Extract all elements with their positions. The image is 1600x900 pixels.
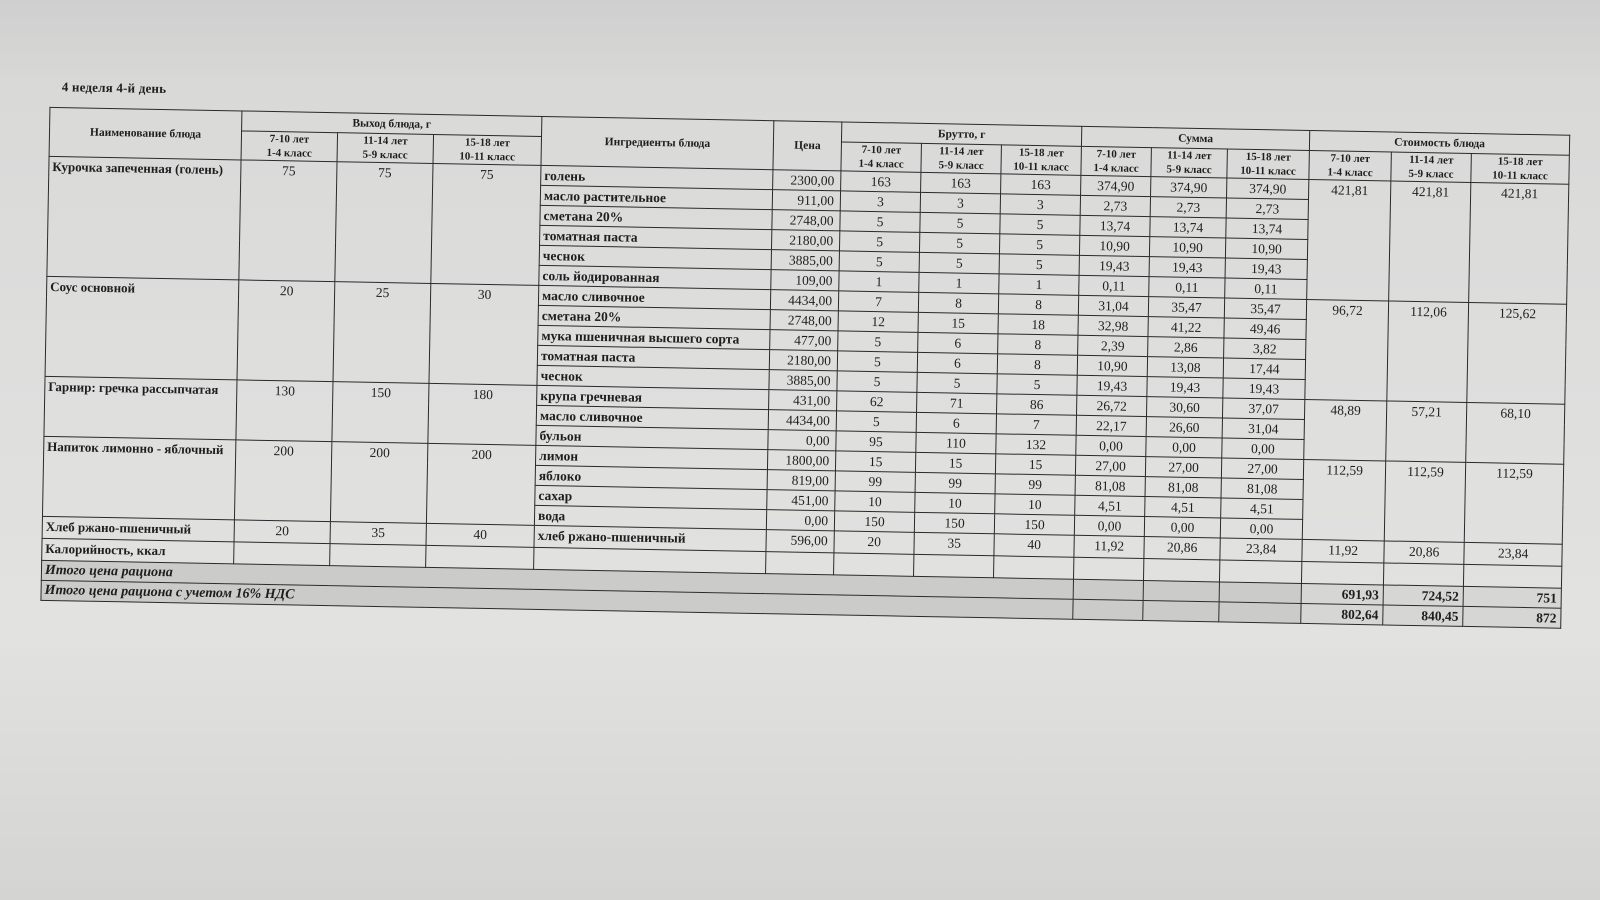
ingredient-name: масло сливочное xyxy=(536,405,768,429)
header-price: Цена xyxy=(773,121,842,171)
ingredient-brutto: 12 xyxy=(838,311,918,332)
header-sum: Сумма xyxy=(1081,126,1309,150)
dish-cost: 112,59 xyxy=(1464,462,1563,544)
ingredient-sum: 19,43 xyxy=(1223,378,1305,399)
ingredient-sum: 0,00 xyxy=(1222,438,1304,459)
ingredient-sum: 27,00 xyxy=(1075,455,1145,476)
ingredient-sum: 0,11 xyxy=(1079,275,1149,296)
ingredient-brutto: 3 xyxy=(920,192,1000,213)
ingredient-brutto: 10 xyxy=(995,494,1075,515)
dish-yield: 40 xyxy=(426,523,534,547)
ingredient-price: 596,00 xyxy=(766,530,834,553)
empty-cell xyxy=(234,542,330,566)
ingredient-brutto: 5 xyxy=(999,254,1079,275)
ingredient-name: томатная паста xyxy=(540,225,772,249)
ingredient-brutto: 5 xyxy=(840,231,920,252)
ingredient-sum: 31,04 xyxy=(1222,418,1304,439)
ingredient-sum: 0,00 xyxy=(1074,515,1144,536)
dish-yield: 35 xyxy=(330,522,426,546)
dish-cost: 48,89 xyxy=(1304,399,1387,460)
ingredient-name: вода xyxy=(534,505,766,529)
ingredient-sum: 0,00 xyxy=(1146,437,1222,458)
ingredient-brutto: 71 xyxy=(917,392,997,413)
ingredient-sum: 31,04 xyxy=(1078,295,1148,316)
header-cost-group-3 xyxy=(1471,153,1570,184)
ingredient-brutto: 110 xyxy=(916,432,996,453)
ingredient-brutto: 99 xyxy=(835,471,915,492)
ingredient-sum: 37,07 xyxy=(1223,398,1305,419)
ingredient-brutto: 8 xyxy=(998,294,1078,315)
ingredient-brutto: 7 xyxy=(996,414,1076,435)
empty-cell xyxy=(1220,560,1302,583)
ingredient-brutto: 6 xyxy=(916,412,996,433)
calories-label: Калорийность, ккал xyxy=(42,538,234,564)
dish-yield: 150 xyxy=(332,382,429,444)
ingredient-brutto: 5 xyxy=(1000,214,1080,235)
ingredient-sum: 81,08 xyxy=(1075,475,1145,496)
ingredient-brutto: 1 xyxy=(839,271,919,292)
empty-cell xyxy=(1219,602,1301,623)
ingredient-brutto: 6 xyxy=(917,352,997,373)
ingredient-sum: 374,90 xyxy=(1227,178,1309,199)
ingredient-brutto: 15 xyxy=(995,454,1075,475)
ingredient-name: сахар xyxy=(535,485,767,509)
ingredient-price: 451,00 xyxy=(767,490,835,511)
age-range: 15-18 лет xyxy=(1497,155,1543,169)
dish-cost: 68,10 xyxy=(1466,402,1565,464)
ingredient-brutto: 40 xyxy=(994,534,1074,557)
ingredient-name: сметана 20% xyxy=(540,205,772,229)
ingredient-sum: 19,43 xyxy=(1149,257,1225,278)
ingredient-brutto: 3 xyxy=(1000,194,1080,215)
ingredient-brutto: 8 xyxy=(998,334,1078,355)
ingredient-brutto: 95 xyxy=(836,431,916,452)
ingredient-brutto: 150 xyxy=(834,511,914,532)
dish-cost: 20,86 xyxy=(1384,541,1464,564)
ingredient-brutto: 150 xyxy=(994,514,1074,535)
ingredient-sum: 35,47 xyxy=(1148,297,1224,318)
dish-name: Соус основной xyxy=(45,276,239,380)
ingredient-price: 0,00 xyxy=(766,510,834,531)
ingredient-sum: 0,00 xyxy=(1076,435,1146,456)
ingredient-sum: 19,43 xyxy=(1225,258,1307,279)
ingredient-sum: 2,73 xyxy=(1080,195,1150,216)
dish-yield: 200 xyxy=(426,443,535,525)
dish-cost: 23,84 xyxy=(1464,542,1562,566)
ingredient-sum: 13,74 xyxy=(1226,218,1308,239)
empty-cell xyxy=(1073,599,1143,620)
total-value: 802,64 xyxy=(1301,603,1383,624)
ingredient-brutto: 5 xyxy=(839,251,919,272)
ingredient-name: голень xyxy=(541,165,773,189)
ingredient-sum: 0,11 xyxy=(1149,277,1225,298)
ingredient-brutto: 86 xyxy=(997,394,1077,415)
class-range: 10-11 класс xyxy=(459,150,516,164)
total-label: Итого цена рациона xyxy=(41,560,1073,599)
ingredient-sum: 49,46 xyxy=(1224,318,1306,339)
age-range: 11-14 лет xyxy=(1167,149,1212,163)
class-range: 5-9 класс xyxy=(1166,163,1212,177)
ingredient-sum: 26,60 xyxy=(1146,417,1222,438)
ingredient-sum: 10,90 xyxy=(1079,235,1149,256)
ingredient-sum: 27,00 xyxy=(1221,458,1303,479)
ingredient-price: 0,00 xyxy=(768,430,836,451)
dish-cost: 421,81 xyxy=(1307,180,1391,301)
dish-cost: 96,72 xyxy=(1305,299,1389,400)
ingredient-sum: 0,00 xyxy=(1144,517,1220,538)
empty-cell xyxy=(1383,563,1463,586)
ingredient-brutto: 1 xyxy=(999,274,1079,295)
ingredient-brutto: 18 xyxy=(998,314,1078,335)
ingredient-brutto: 15 xyxy=(915,452,995,473)
ingredient-sum: 35,47 xyxy=(1224,298,1306,319)
ingredient-name: яблоко xyxy=(535,465,767,489)
ingredient-sum: 19,43 xyxy=(1147,377,1223,398)
ingredient-brutto: 132 xyxy=(996,434,1076,455)
dish-yield: 75 xyxy=(239,160,337,282)
ingredient-sum: 11,92 xyxy=(1074,535,1144,558)
ingredient-brutto: 5 xyxy=(919,232,999,253)
empty-cell xyxy=(1073,579,1143,600)
empty-cell xyxy=(1144,559,1220,582)
dish-cost: 11,92 xyxy=(1302,539,1384,562)
header-ingredients: Ингредиенты блюда xyxy=(541,116,774,169)
empty-cell xyxy=(1074,557,1144,580)
header-brutto-group-2 xyxy=(921,143,1002,173)
dish-cost: 421,81 xyxy=(1469,182,1569,304)
empty-cell xyxy=(1302,561,1384,584)
ingredient-brutto: 5 xyxy=(836,411,916,432)
ingredient-sum: 374,90 xyxy=(1081,175,1151,196)
header-sum-group-1 xyxy=(1081,146,1152,176)
ingredient-price: 2180,00 xyxy=(772,230,840,251)
ingredient-price: 477,00 xyxy=(770,330,838,351)
dish-yield: 30 xyxy=(429,283,539,385)
ingredient-sum: 81,08 xyxy=(1145,477,1221,498)
ingredient-price: 431,00 xyxy=(769,390,837,411)
ingredient-name: чеснок xyxy=(539,245,771,269)
class-range: 1-4 класс xyxy=(858,157,904,171)
ingredient-name: крупа гречневая xyxy=(537,385,769,409)
empty-cell xyxy=(1143,601,1219,622)
ingredient-sum: 19,43 xyxy=(1077,375,1147,396)
header-cost-group-2 xyxy=(1391,152,1472,182)
total-value: 691,93 xyxy=(1301,583,1383,604)
ingredient-price: 3885,00 xyxy=(771,250,839,271)
ingredient-sum: 32,98 xyxy=(1078,315,1148,336)
empty-cell xyxy=(330,544,426,568)
empty-cell xyxy=(1143,581,1219,602)
empty-cell xyxy=(834,553,914,576)
ingredient-brutto: 5 xyxy=(840,211,920,232)
ingredient-brutto: 5 xyxy=(919,252,999,273)
ingredient-name: томатная паста xyxy=(537,345,769,369)
dish-yield: 20 xyxy=(234,520,330,544)
ingredient-price: 911,00 xyxy=(772,190,840,211)
dish-cost: 112,59 xyxy=(1302,459,1385,540)
ingredient-brutto: 8 xyxy=(918,292,998,313)
dish-yield: 20 xyxy=(237,280,335,382)
ingredient-brutto: 8 xyxy=(997,354,1077,375)
dish-yield: 75 xyxy=(335,162,433,284)
ingredient-price: 1800,00 xyxy=(767,450,835,471)
ingredient-sum: 10,90 xyxy=(1077,355,1147,376)
class-range: 1-4 класс xyxy=(266,146,312,160)
header-cost-group-1 xyxy=(1309,151,1392,181)
class-range: 1-4 класс xyxy=(1327,166,1373,180)
ingredient-brutto: 62 xyxy=(837,391,917,412)
class-range: 10-11 класс xyxy=(1240,164,1296,178)
ingredient-brutto: 5 xyxy=(838,331,918,352)
ingredient-brutto: 35 xyxy=(914,532,994,555)
ingredient-price: 3885,00 xyxy=(769,370,837,391)
empty-cell xyxy=(994,556,1074,579)
empty-cell xyxy=(426,545,534,569)
total-value: 840,45 xyxy=(1383,605,1463,626)
ingredient-brutto: 163 xyxy=(921,172,1001,193)
ingredient-sum: 20,86 xyxy=(1144,537,1220,560)
total-value: 724,52 xyxy=(1383,585,1463,606)
ingredient-sum: 2,73 xyxy=(1150,197,1226,218)
header-yield-group-3 xyxy=(433,134,542,165)
ingredient-sum: 19,43 xyxy=(1079,255,1149,276)
header-brutto: Брутто, г xyxy=(842,122,1082,146)
ingredient-brutto: 163 xyxy=(841,171,921,192)
ingredient-sum: 17,44 xyxy=(1223,358,1305,379)
dish-yield: 130 xyxy=(236,380,333,442)
dish-yield: 25 xyxy=(333,282,431,384)
total-value: 751 xyxy=(1463,586,1561,608)
class-range: 10-11 класс xyxy=(1492,169,1548,183)
ingredient-brutto: 10 xyxy=(915,492,995,513)
total-label: Итого цена рациона с учетом 16% НДС xyxy=(41,580,1073,619)
dish-yield: 75 xyxy=(431,163,541,285)
ingredient-brutto: 15 xyxy=(918,312,998,333)
dish-name: Курочка запеченная (голень) xyxy=(47,156,241,279)
header-yield-group-1 xyxy=(241,131,338,162)
ingredient-brutto: 5 xyxy=(837,351,917,372)
ingredient-sum: 2,73 xyxy=(1226,198,1308,219)
age-range: 7-10 лет xyxy=(1330,152,1371,166)
ingredient-brutto: 5 xyxy=(997,374,1077,395)
empty-cell xyxy=(1219,582,1301,603)
ingredient-brutto: 15 xyxy=(835,451,915,472)
empty-cell xyxy=(914,554,994,577)
ingredient-price: 2180,00 xyxy=(769,350,837,371)
ingredient-sum: 4,51 xyxy=(1145,497,1221,518)
dish-cost: 112,06 xyxy=(1387,301,1469,402)
header-brutto-group-3 xyxy=(1001,145,1082,175)
ingredient-sum: 0,11 xyxy=(1225,278,1307,299)
ingredient-sum: 41,22 xyxy=(1148,317,1224,338)
ingredient-price: 2748,00 xyxy=(772,210,840,231)
dish-cost: 125,62 xyxy=(1467,302,1567,404)
table-body xyxy=(41,156,1569,628)
ingredient-name: масло растительное xyxy=(540,185,772,209)
ingredient-sum: 13,74 xyxy=(1150,217,1226,238)
dish-yield: 180 xyxy=(428,383,537,445)
ingredient-name: соль йодированная xyxy=(539,265,771,289)
ingredient-sum: 10,90 xyxy=(1149,237,1225,258)
age-range: 15-18 лет xyxy=(1245,150,1291,164)
ingredient-sum: 4,51 xyxy=(1221,498,1303,519)
empty-cell xyxy=(766,552,834,575)
ingredient-brutto: 3 xyxy=(840,191,920,212)
ingredient-brutto: 10 xyxy=(835,491,915,512)
ingredient-price: 109,00 xyxy=(771,270,839,291)
ingredient-sum: 22,17 xyxy=(1076,415,1146,436)
ingredient-brutto: 5 xyxy=(837,371,917,392)
age-range: 7-10 лет xyxy=(861,143,902,157)
menu-table xyxy=(40,107,1570,629)
ingredient-price: 4434,00 xyxy=(768,410,836,431)
dish-yield: 200 xyxy=(234,440,331,522)
age-range: 7-10 лет xyxy=(1096,148,1137,161)
class-range: 5-9 класс xyxy=(362,148,408,162)
ingredient-name: чеснок xyxy=(537,365,769,389)
header-cost: Стоимость блюда xyxy=(1309,131,1569,156)
dish-name: Хлеб ржано-пшеничный xyxy=(42,516,234,542)
ingredient-brutto: 99 xyxy=(915,472,995,493)
age-range: 11-14 лет xyxy=(939,145,984,159)
ingredient-name: мука пшеничная высшего сорта xyxy=(538,325,770,349)
ingredient-sum: 27,00 xyxy=(1145,457,1221,478)
ingredient-name: бульон xyxy=(536,425,768,449)
age-range: 7-10 лет xyxy=(269,132,310,146)
empty-cell xyxy=(1463,564,1561,588)
dish-cost: 421,81 xyxy=(1389,181,1471,302)
ingredient-name: хлеб ржано-пшеничный xyxy=(534,525,766,551)
ingredient-sum: 2,39 xyxy=(1078,335,1148,356)
ingredient-sum: 3,82 xyxy=(1224,338,1306,359)
ingredient-sum: 10,90 xyxy=(1225,238,1307,259)
ingredient-price: 2300,00 xyxy=(773,170,841,191)
header-brutto-group-1 xyxy=(841,142,922,172)
header-sum-group-3 xyxy=(1227,149,1310,179)
ingredient-sum: 13,74 xyxy=(1080,215,1150,236)
ingredient-sum: 26,72 xyxy=(1077,395,1147,416)
document xyxy=(0,78,1572,626)
dish-name: Гарнир: гречка рассыпчатая xyxy=(44,376,237,440)
ingredient-price: 2748,00 xyxy=(770,310,838,331)
ingredient-sum: 23,84 xyxy=(1220,538,1302,561)
ingredient-sum: 374,90 xyxy=(1151,177,1227,198)
ingredient-brutto: 7 xyxy=(838,291,918,312)
ingredient-price: 819,00 xyxy=(767,470,835,491)
ingredient-brutto: 150 xyxy=(914,512,994,533)
ingredient-sum: 81,08 xyxy=(1221,478,1303,499)
ingredient-sum: 4,51 xyxy=(1075,495,1145,516)
ingredient-brutto: 163 xyxy=(1001,174,1081,195)
class-range: 5-9 класс xyxy=(1408,167,1454,181)
dish-name: Напиток лимонно - яблочный xyxy=(42,436,235,520)
ingredient-brutto: 5 xyxy=(917,372,997,393)
ingredient-name: масло сливочное xyxy=(538,285,770,309)
dish-yield: 200 xyxy=(330,442,427,524)
ingredient-price: 4434,00 xyxy=(770,290,838,311)
age-range: 15-18 лет xyxy=(464,136,510,150)
dish-cost: 112,59 xyxy=(1384,461,1465,542)
ingredient-brutto: 1 xyxy=(919,272,999,293)
ingredient-sum: 30,60 xyxy=(1147,397,1223,418)
dish-cost: 57,21 xyxy=(1386,401,1467,462)
age-range: 15-18 лет xyxy=(1018,146,1064,160)
class-range: 1-4 класс xyxy=(1093,162,1139,175)
age-range: 11-14 лет xyxy=(363,134,408,148)
ingredient-name: лимон xyxy=(536,445,768,469)
ingredient-brutto: 5 xyxy=(920,212,1000,233)
ingredient-sum: 2,86 xyxy=(1148,337,1224,358)
ingredient-brutto: 5 xyxy=(999,234,1079,255)
age-range: 11-14 лет xyxy=(1409,153,1454,167)
header-sum-group-2 xyxy=(1151,148,1228,178)
ingredient-name: сметана 20% xyxy=(538,305,770,329)
total-value: 872 xyxy=(1463,606,1561,628)
ingredient-brutto: 99 xyxy=(995,474,1075,495)
ingredient-brutto: 20 xyxy=(834,531,914,554)
header-yield: Выход блюда, г xyxy=(242,111,542,136)
ingredient-sum: 0,00 xyxy=(1220,518,1302,539)
class-range: 5-9 класс xyxy=(938,159,984,173)
header-dish: Наименование блюда xyxy=(49,107,242,160)
ingredient-brutto: 6 xyxy=(918,332,998,353)
ingredient-sum: 13,08 xyxy=(1147,357,1223,378)
document-title: 4 неделя 4-й день xyxy=(61,79,167,97)
class-range: 10-11 класс xyxy=(1013,160,1069,174)
header-yield-group-2 xyxy=(337,133,434,164)
